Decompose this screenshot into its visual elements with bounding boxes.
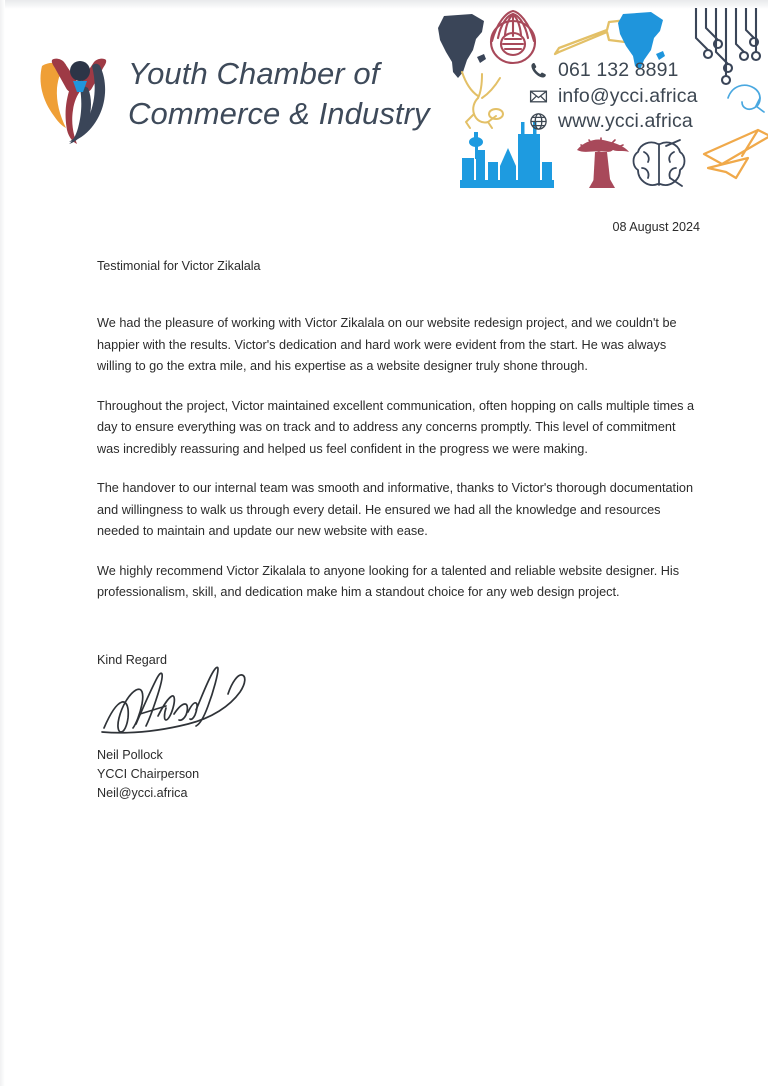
organization-name-line-2: Commerce & Industry: [128, 96, 430, 131]
signer-title: YCCI Chairperson: [97, 767, 200, 781]
contact-details: [527, 58, 698, 135]
organization-name: [128, 54, 430, 135]
youth-chamber-logo-icon: [36, 42, 122, 146]
email-address: info@ycci.africa: [558, 84, 698, 107]
signer-block: [97, 746, 199, 803]
letter-body: [97, 313, 698, 622]
paper-plane-icon: [702, 122, 768, 192]
globe-icon: [527, 112, 549, 132]
contact-website-row: [527, 109, 698, 135]
contact-email-row: [527, 84, 698, 110]
signer-email: Neil@ycci.africa: [97, 786, 188, 800]
letter-subject: Testimonial for Victor Zikalala: [97, 259, 261, 273]
envelope-icon: [527, 86, 549, 106]
baobab-tree-icon: [573, 136, 631, 192]
letter-paragraph: We highly recommend Victor Zikalala to anyone looking for a talented and reliable website designer. His professionalism, skill, and dedication make him a standout choice for any web design project.: [97, 563, 680, 599]
organization-name-line-1: Youth Chamber of: [128, 55, 380, 91]
letter-paragraph: The handover to our internal team was smooth and informative, thanks to Victor's thorough documentation and willingness to walk us through every detail. He ensured we had all the knowledge and resources needed to maintain and update our new website with ease.: [97, 481, 694, 538]
swirl-accent-icon: [726, 78, 768, 118]
brain-circuit-icon: [630, 138, 688, 192]
phone-icon: [527, 61, 549, 81]
letter-date: 08 August 2024: [612, 220, 700, 234]
letter-paragraph: Throughout the project, Victor maintained excellent communication, often hopping on calls multiple times a day to ensure everything was on track and to address any concerns promptly. This level of commitment was incredibly reassuring and helped us feel confident in the progress we were making.: [97, 398, 695, 456]
letter-closing: Kind Regard: [97, 653, 168, 667]
organization-logo-block: [36, 42, 430, 146]
letterhead-header: [0, 0, 768, 205]
letter-paragraph: We had the pleasure of working with Victor Zikalala on our website redesign project, and we couldn't be happier with the results. Victor's dedication and hard work were evident from the start. He was always willing to go the extra mile, and his expertise as a website designer truly shone through.: [97, 316, 677, 373]
phone-number: 061 132 8891: [558, 59, 679, 81]
handwritten-signature: [96, 662, 271, 744]
signer-name: Neil Pollock: [97, 748, 163, 762]
website-url: www.ycci.africa: [558, 110, 693, 132]
contact-phone-row: [527, 58, 698, 84]
